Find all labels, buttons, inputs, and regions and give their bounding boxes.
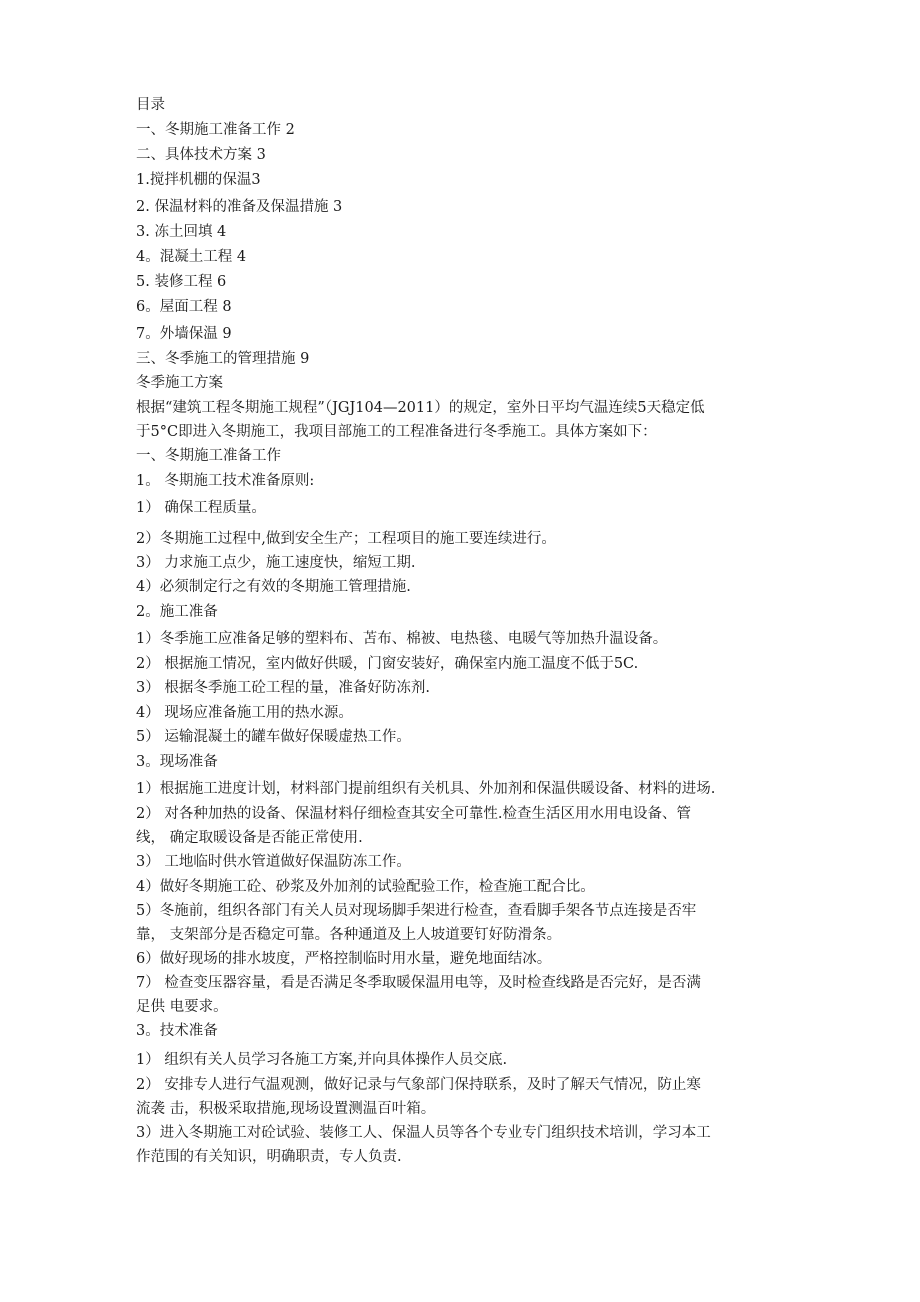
list-item: 2） 对各种加热的设备、保温材料仔细检查其安全可靠性.检查生活区用水用电设备、管 [136, 806, 691, 822]
toc-item: 三、冬季施工的管理措施 9 [136, 351, 310, 367]
list-item: 1）根据施工进度计划，材料部门提前组织有关机具、外加剂和保温供暖设备、材料的进场. [136, 781, 716, 797]
list-item-continuation: 流袭 击，积极采取措施,现场设置测温百叶箱。 [136, 1101, 436, 1117]
list-item: 4）做好冬期施工砼、砂浆及外加剂的试验配验工作，检查施工配合比。 [136, 879, 595, 895]
toc-item: 一、冬期施工准备工作 2 [136, 122, 295, 138]
toc-item: 7。外墙保温 9 [136, 326, 232, 342]
toc-item: 2. 保温材料的准备及保温措施 3 [136, 199, 343, 215]
intro-line: 于5°C即进入冬期施工，我项目部施工的工程准备进行冬季施工。具体方案如下： [136, 424, 657, 440]
toc-item: 4。混凝土工程 4 [136, 249, 247, 265]
list-item: 5） 运输混凝土的罐车做好保暖虚热工作。 [136, 729, 411, 745]
toc-item: 二、具体技术方案 3 [136, 147, 266, 163]
toc-item: 6。屋面工程 8 [136, 299, 232, 315]
section-heading: 一、冬期施工准备工作 [136, 448, 281, 464]
list-item: 3） 根据冬季施工砼工程的量，准备好防冻剂. [136, 680, 430, 696]
list-item: 3） 工地临时供水管道做好保温防冻工作。 [136, 854, 411, 870]
intro-line: 根据“建筑工程冬期施工规程”（JGJ104—2011）的规定，室外日平均气温连续5天稳定低 [136, 400, 705, 416]
list-item: 2） 根据施工情况，室内做好供暖，门窗安装好，确保室内施工温度不低于5C. [136, 656, 639, 672]
toc-title: 目录 [136, 97, 165, 113]
list-item-continuation: 作范围的有关知识，明确职责，专人负责. [136, 1149, 402, 1165]
toc-item: 1.搅拌机棚的保温3 [136, 172, 261, 188]
list-item: 3） 力求施工点少，施工速度快，缩短工期. [136, 555, 416, 571]
subsection-heading: 3。现场准备 [136, 754, 218, 770]
list-item: 4）必须制定行之有效的冬期施工管理措施. [136, 579, 411, 595]
subsection-heading: 3。技术准备 [136, 1023, 218, 1039]
document-title: 冬季施工方案 [136, 375, 223, 391]
subsection-heading: 1。 冬期施工技术准备原则: [136, 473, 315, 489]
toc-item: 5. 装修工程 6 [136, 274, 227, 290]
subsection-heading: 2。施工准备 [136, 604, 218, 620]
list-item-continuation: 线， 确定取暖设备是否能正常使用. [136, 830, 363, 846]
list-item-continuation: 靠， 支架部分是否稳定可靠。各种通道及上人坡道要钉好防滑条。 [136, 927, 562, 943]
list-item: 1） 组织有关人员学习各施工方案,并向具体操作人员交底. [136, 1052, 508, 1068]
list-item: 1）冬季施工应准备足够的塑料布、苫布、棉被、电热毯、电暖气等加热升温设备。 [136, 631, 668, 647]
list-item: 5）冬施前，组织各部门有关人员对现场脚手架进行检查，查看脚手架各节点连接是否牢 [136, 903, 697, 919]
list-item: 4） 现场应准备施工用的热水源。 [136, 705, 353, 721]
list-item: 7） 检查变压器容量，看是否满足冬季取暖保温用电等，及时检查线路是否完好，是否满 [136, 975, 701, 991]
list-item: 1） 确保工程质量。 [136, 500, 266, 516]
list-item: 6）做好现场的排水坡度，严格控制临时用水量，避免地面结冰。 [136, 951, 552, 967]
list-item: 2） 安排专人进行气温观测，做好记录与气象部门保持联系，及时了解天气情况，防止寒 [136, 1077, 701, 1093]
list-item: 3）进入冬期施工对砼试验、装修工人、保温人员等各个专业专门组织技术培训，学习本工 [136, 1125, 711, 1141]
list-item-continuation: 足供 电要求。 [136, 999, 228, 1015]
list-item: 2）冬期施工过程中,做到安全生产；工程项目的施工要连续进行。 [136, 531, 556, 547]
toc-item: 3. 冻土回填 4 [136, 224, 227, 240]
